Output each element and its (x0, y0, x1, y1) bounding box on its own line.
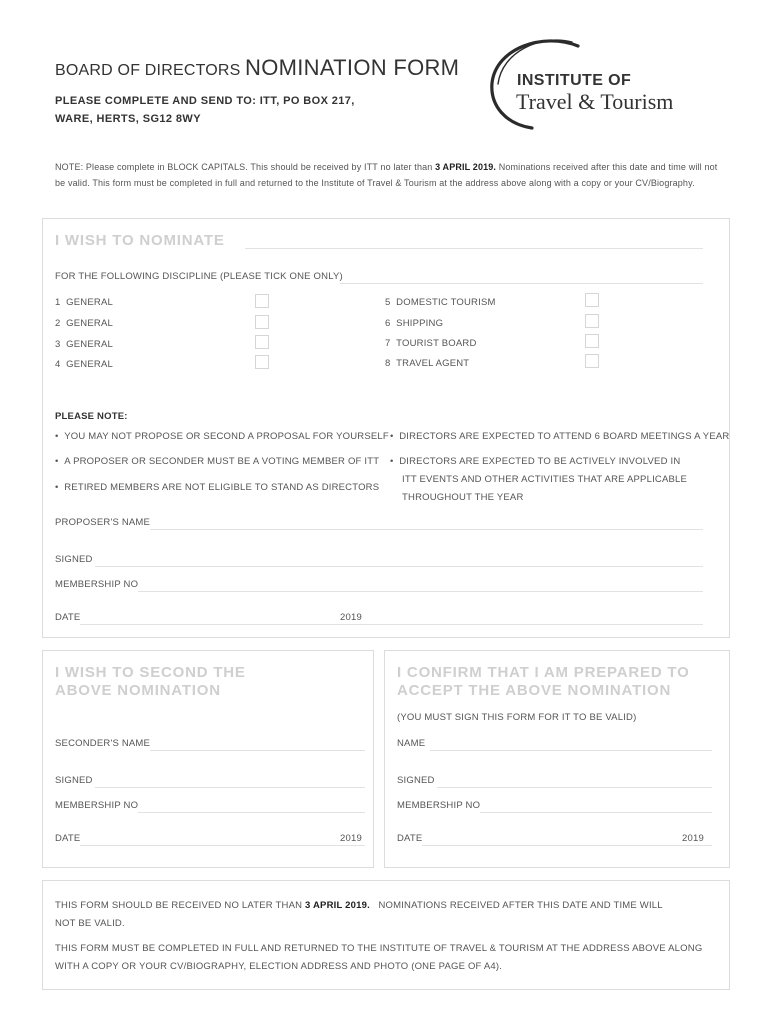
confirm-signed-line[interactable] (437, 787, 712, 788)
footer-deadline: 3 APRIL 2019. (305, 900, 370, 911)
discipline-line (340, 283, 703, 284)
footer-line-4: WITH A COPY OR YOUR CV/BIOGRAPHY, ELECTION ADDRESS AND PHOTO (ONE PAGE OF A4). (55, 961, 503, 972)
note-deadline: 3 APRIL 2019. (435, 162, 497, 172)
confirm-name-line[interactable] (430, 750, 712, 751)
option-7-checkbox[interactable] (585, 334, 599, 348)
confirm-name-label: NAME (397, 738, 426, 749)
send-line-1: PLEASE COMPLETE AND SEND TO: ITT, PO BOX 217, (55, 95, 355, 107)
proposer-name-label: PROPOSER'S NAME (55, 517, 151, 528)
confirm-heading: I CONFIRM THAT I AM PREPARED TO ACCEPT THE ABOVE NOMINATION (397, 664, 690, 699)
must-sign-note: (YOU MUST SIGN THIS FORM FOR IT TO BE VALID) (397, 712, 637, 723)
option-3: 3 GENERAL (55, 339, 113, 350)
option-8: 8 TRAVEL AGENT (385, 358, 470, 369)
note-part-1: NOTE: Please complete in BLOCK CAPITALS. This should be received by ITT no later than (55, 162, 436, 172)
seconder-date-label: DATE (55, 833, 81, 844)
proposer-date-line[interactable] (80, 624, 703, 625)
bullet-right-1: • DIRECTORS ARE EXPECTED TO ATTEND 6 BOARD MEETINGS A YEAR (390, 431, 730, 442)
proposer-signed-line[interactable] (95, 566, 703, 567)
proposer-date-label: DATE (55, 612, 81, 623)
option-3-checkbox[interactable] (255, 335, 269, 349)
confirm-date-line[interactable] (422, 845, 712, 846)
seconder-signed-label: SIGNED (55, 775, 93, 786)
seconder-membership-line[interactable] (138, 812, 365, 813)
title-prefix: BOARD OF DIRECTORS (55, 62, 241, 79)
logo-line-1: INSTITUTE OF (517, 72, 632, 89)
option-2: 2 GENERAL (55, 318, 113, 329)
option-4-checkbox[interactable] (255, 355, 269, 369)
seconder-membership-label: MEMBERSHIP NO (55, 800, 139, 811)
seconder-date-line[interactable] (80, 845, 365, 846)
footer-line-3: THIS FORM MUST BE COMPLETED IN FULL AND RETURNED TO THE INSTITUTE OF TRAVEL & TOURISM AT THE ADDRESS ABOVE ALONG (55, 943, 703, 954)
confirm-membership-label: MEMBERSHIP NO (397, 800, 481, 811)
seconder-year: 2019 (340, 833, 362, 844)
seconder-name-label: SECONDER'S NAME (55, 738, 151, 749)
confirm-year: 2019 (682, 833, 704, 844)
form-title (55, 55, 459, 81)
seconder-name-line[interactable] (150, 750, 365, 751)
logo-line-2: Travel & Tourism (516, 89, 674, 114)
option-8-checkbox[interactable] (585, 354, 599, 368)
confirm-membership-line[interactable] (480, 812, 712, 813)
note-part-2: Nominations received after this date and time will not be valid. This form must be completed in full and returned to the Institute of Travel & Tourism at the address above along with a copy or your CV/Biography. (55, 162, 718, 188)
option-5-checkbox[interactable] (585, 293, 599, 307)
nominate-heading: I WISH TO NOMINATE (55, 232, 225, 249)
option-1-checkbox[interactable] (255, 294, 269, 308)
proposer-name-line[interactable] (150, 529, 703, 530)
option-1: 1 GENERAL (55, 297, 113, 308)
send-line-2: WARE, HERTS, SG12 8WY (55, 113, 201, 125)
itt-logo (488, 38, 728, 133)
option-6: 6 SHIPPING (385, 318, 444, 329)
option-2-checkbox[interactable] (255, 315, 269, 329)
please-note-heading: PLEASE NOTE: (55, 411, 128, 422)
intro-note (55, 160, 720, 191)
bullet-left-2: • A PROPOSER OR SECONDER MUST BE A VOTING MEMBER OF ITT (55, 456, 380, 467)
option-4: 4 GENERAL (55, 359, 113, 370)
nominee-name-line[interactable] (245, 248, 703, 249)
second-heading: I WISH TO SECOND THE ABOVE NOMINATION (55, 664, 246, 699)
option-5: 5 DOMESTIC TOURISM (385, 297, 496, 308)
proposer-year: 2019 (340, 612, 362, 623)
footer-line-2: NOT BE VALID. (55, 918, 125, 929)
discipline-label: FOR THE FOLLOWING DISCIPLINE (PLEASE TICK ONE ONLY) (55, 271, 343, 282)
proposer-signed-label: SIGNED (55, 554, 93, 565)
option-7: 7 TOURIST BOARD (385, 338, 477, 349)
bullet-left-1: • YOU MAY NOT PROPOSE OR SECOND A PROPOSAL FOR YOURSELF (55, 431, 389, 442)
title-main: NOMINATION FORM (245, 55, 460, 80)
proposer-membership-line[interactable] (138, 591, 703, 592)
send-address (55, 92, 355, 128)
proposer-membership-label: MEMBERSHIP NO (55, 579, 139, 590)
option-6-checkbox[interactable] (585, 314, 599, 328)
confirm-signed-label: SIGNED (397, 775, 435, 786)
bullet-left-3: • RETIRED MEMBERS ARE NOT ELIGIBLE TO STAND AS DIRECTORS (55, 482, 380, 493)
bullet-right-2-cont2: THROUGHOUT THE YEAR (402, 492, 524, 503)
bullet-right-2-cont: ITT EVENTS AND OTHER ACTIVITIES THAT ARE APPLICABLE (402, 474, 688, 485)
bullet-right-2: • DIRECTORS ARE EXPECTED TO BE ACTIVELY INVOLVED IN (390, 456, 681, 467)
seconder-signed-line[interactable] (95, 787, 365, 788)
confirm-date-label: DATE (397, 833, 423, 844)
footer-line-1: THIS FORM SHOULD BE RECEIVED NO LATER THAN 3 APRIL 2019. NOMINATIONS RECEIVED AFTER THIS DATE AND TIME WILL (55, 900, 663, 911)
